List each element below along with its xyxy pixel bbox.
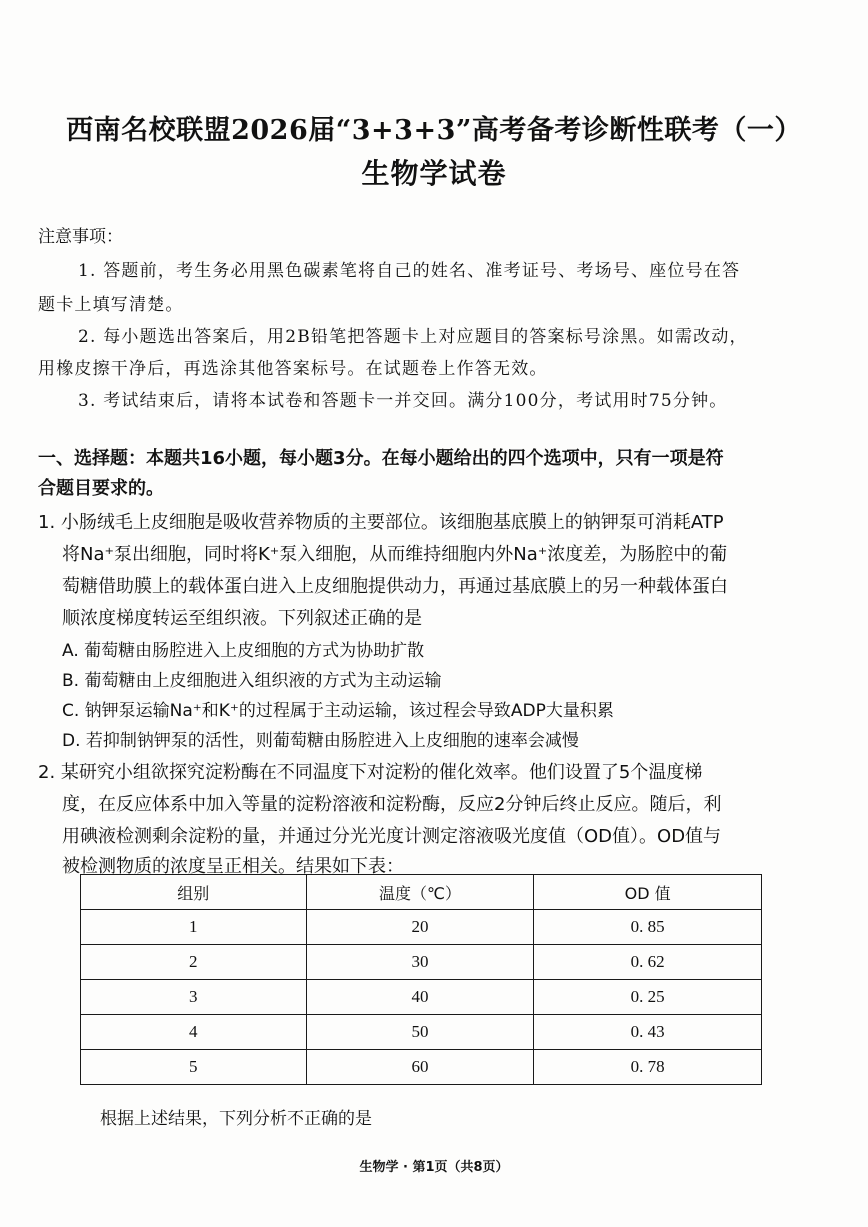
od-results-table [80,874,762,1085]
table-cell-od: 0. 78 [534,1050,762,1085]
question-1-stem-line: 萄糖借助膜上的载体蛋白进入上皮细胞提供动力，再通过基底膜上的另一种载体蛋白 [62,576,728,597]
table-cell-group: 5 [81,1050,307,1085]
table-cell-od: 0. 25 [534,980,762,1015]
exam-title: 西南名校联盟2026届“3+3+3”高考备考诊断性联考（一） [66,115,802,146]
table-cell-temperature: 20 [306,910,534,945]
table-row [81,1015,762,1050]
table-cell-od: 0. 62 [534,945,762,980]
table-cell-temperature: 40 [306,980,534,1015]
table-header-od: OD 值 [534,875,762,910]
table-row [81,980,762,1015]
question-1-option-a: A. 葡萄糖由肠腔进入上皮细胞的方式为协助扩散 [62,641,425,661]
notes-item-1: 1. 答题前，考生务必用黑色碳素笔将自己的姓名、准考证号、考场号、座位号在答 [78,261,741,281]
table-cell-group: 2 [81,945,307,980]
table-cell-group: 4 [81,1015,307,1050]
table-row [81,910,762,945]
table-header-temperature: 温度（℃） [306,875,534,910]
table-row [81,945,762,980]
question-2-stem-line: 用碘液检测剩余淀粉的量，并通过分光光度计测定溶液吸光度值（OD值）。OD值与 [62,826,722,847]
question-1-option-b: B. 葡萄糖由上皮细胞进入组织液的方式为主动运输 [62,671,442,691]
notes-item-3: 3. 考试结束后，请将本试卷和答题卡一并交回。满分100分，考试用时75分钟。 [78,391,728,411]
question-1-option-c: C. 钠钾泵运输Na⁺和K⁺的过程属于主动运输，该过程会导致ADP大量积累 [62,701,614,721]
table-cell-temperature: 50 [306,1015,534,1050]
question-2-stem: 2. 某研究小组欲探究淀粉酶在不同温度下对淀粉的催化效率。他们设置了5个温度梯 [38,762,703,783]
table-cell-temperature: 30 [306,945,534,980]
table-row [81,1050,762,1085]
table-cell-group: 3 [81,980,307,1015]
question-1-stem-line: 将Na⁺泵出细胞，同时将K⁺泵入细胞，从而维持细胞内外Na⁺浓度差，为肠腔中的葡 [62,544,728,565]
notes-item-2: 2. 每小题选出答案后，用2B铅笔把答题卡上对应题目的答案标号涂黑。如需改动， [78,327,748,347]
question-2-prompt: 根据上述结果，下列分析不正确的是 [100,1109,372,1129]
section-heading-cont: 合题目要求的。 [38,478,164,499]
notes-item-1-cont: 题卡上填写清楚。 [38,295,184,315]
question-2-stem-line: 度，在反应体系中加入等量的淀粉溶液和淀粉酶，反应2分钟后终止反应。随后，利 [62,794,722,815]
question-1-stem-line: 顺浓度梯度转运至组织液。下列叙述正确的是 [62,608,422,629]
question-1-option-d: D. 若抑制钠钾泵的活性，则葡萄糖由肠腔进入上皮细胞的速率会减慢 [62,731,579,751]
table-cell-group: 1 [81,910,307,945]
table-cell-temperature: 60 [306,1050,534,1085]
table-header-row [81,875,762,910]
page-footer: 生物学 · 第1页（共8页） [359,1160,509,1175]
table-cell-od: 0. 85 [534,910,762,945]
table-header-group: 组别 [81,875,307,910]
notes-heading: 注意事项： [38,227,123,247]
question-1-stem: 1. 小肠绒毛上皮细胞是吸收营养物质的主要部位。该细胞基底膜上的钠钾泵可消耗ATP [38,512,724,533]
section-heading: 一、选择题：本题共16小题，每小题3分。在每小题给出的四个选项中，只有一项是符 [38,448,724,469]
question-2-stem-line: 被检测物质的浓度呈正相关。结果如下表： [62,856,404,877]
notes-item-2-cont: 用橡皮擦干净后，再选涂其他答案标号。在试题卷上作答无效。 [38,359,548,379]
table-cell-od: 0. 43 [534,1015,762,1050]
exam-subtitle: 生物学试卷 [361,157,507,190]
